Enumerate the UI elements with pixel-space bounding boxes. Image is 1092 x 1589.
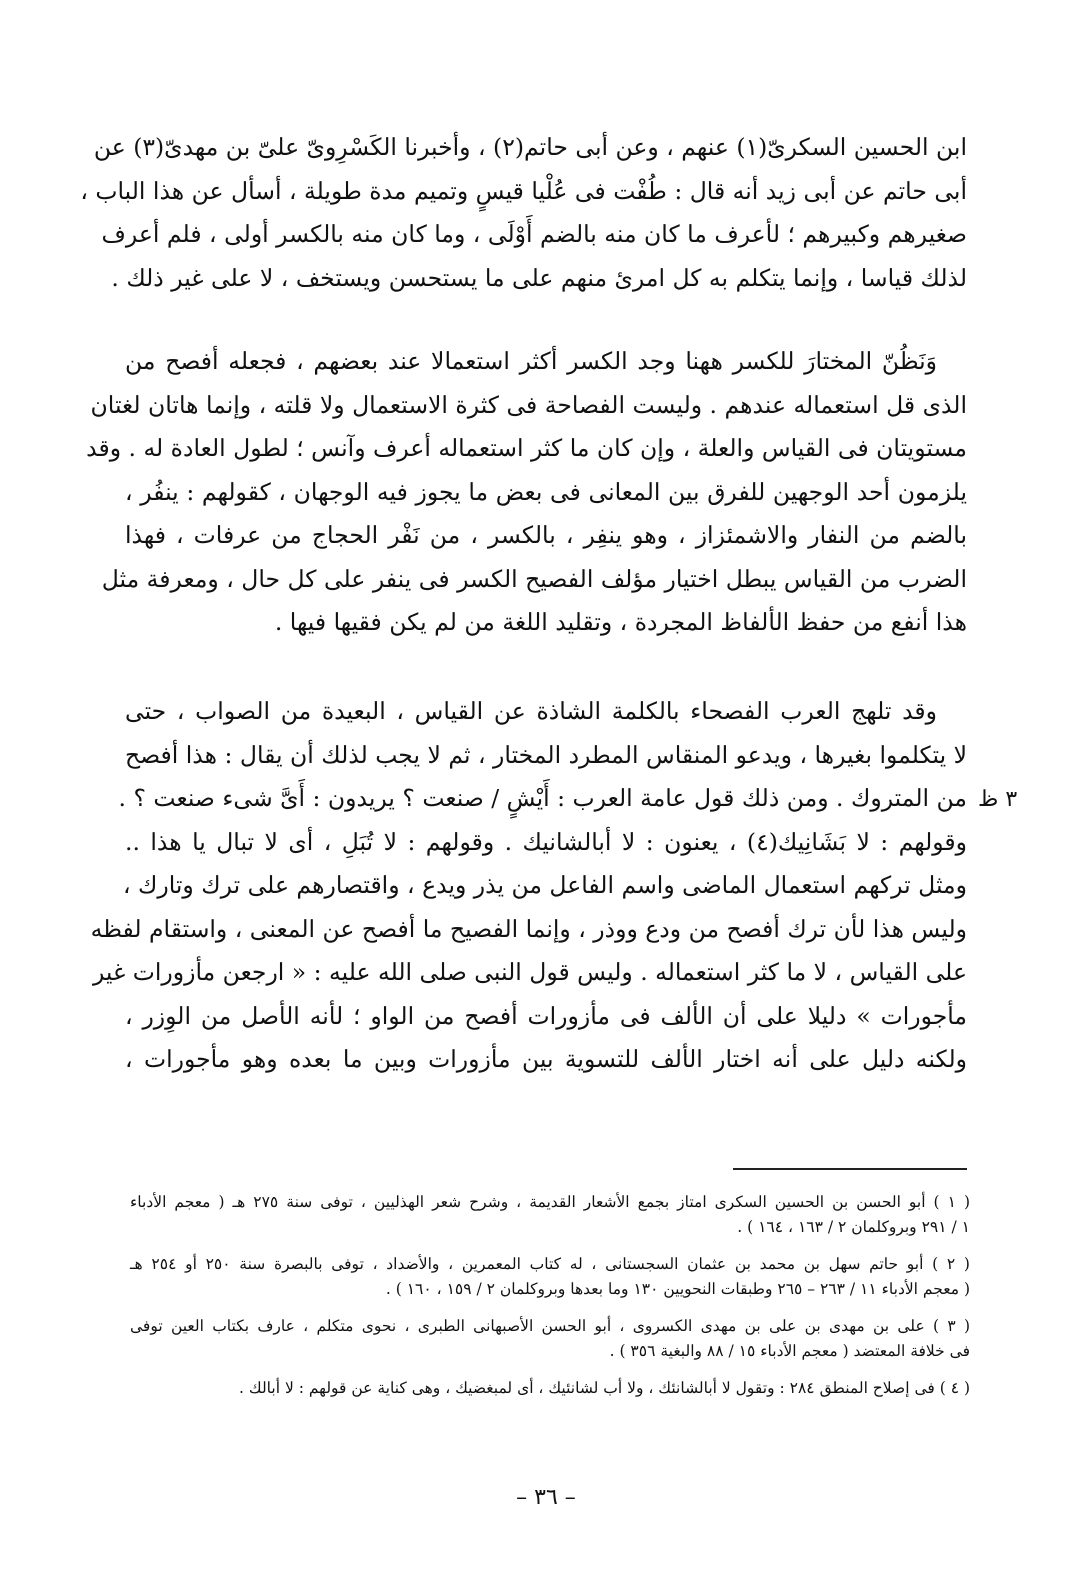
footnote-line: ( ١ ) أبو الحسن بن الحسين السكرى امتاز بجمع الأشعار القديمة ، وشرح شعر الهذليين ، توفى سنة ٢٧٥ هـ ( معجم الأدباء	[130, 1193, 970, 1211]
footnote-2	[130, 1252, 970, 1302]
text-line: وَنَظُنّ المختارَ للكسر ههنا وجد الكسر أكثر استعمالا عند بعضهم ، فجعله أفصح من	[125, 347, 937, 375]
footnote-line: فى خلافة المعتضد ( معجم الأدباء ١٥ / ٨٨ والبغية ٣٥٦ ) .	[609, 1342, 970, 1360]
text-line: مأجورات » دليلا على أن الألف فى مأزورات أفصح من الواو ؛ لأنه الأصل من الوِزر ،	[125, 1001, 967, 1030]
footnote-line: ( ٣ ) على بن مهدى بن على بن مهدى الكسروى ، أبو الحسن الأصبهانى الطبرى ، نحوى متكلم ، عارف بكتاب العين توفى	[130, 1317, 970, 1335]
text-line: صغيرهم وكبيرهم ؛ لأعرف ما كان منه بالضم أَوْلَى ، وما كان منه بالكسر أولى ، فلم أعرف	[101, 220, 967, 248]
footnote-line: ( معجم الأدباء ١١ / ٢٦٣ – ٢٦٥ وطبقات النحويين ١٣٠ وما بعدها وبروكلمان ٢ / ١٥٩ ، ١٦٠ ) .	[385, 1280, 970, 1298]
text-line: الذى قل استعماله عندهم . وليست الفصاحة فى كثرة الاستعمال ولا قلته ، وإنما هاتان لغتان	[90, 390, 967, 419]
footnote-line: ( ٢ ) أبو حاتم سهل بن محمد بن عثمان السجستانى ، له كتاب المعمرين ، والأضداد ، توفى بالبصرة سنة ٢٥٠ أو ٢٥٤ هـ	[130, 1255, 970, 1273]
text-line: من المتروك . ومن ذلك قول عامة العرب : أَيْشٍ / صنعت ؟ يريدون : أَىَّ شىء صنعت ؟ .	[118, 784, 967, 812]
paragraph-3	[90, 690, 967, 1082]
text-line: وقولهم : لا بَشَانِيك(٤) ، يعنون : لا أبالشانيك . وقولهم : لا تُبَلِ ، أى لا تبال يا هذا ..	[125, 827, 967, 856]
text-line: بالضم من النفار والاشمئزاز ، وهو ينفِر ، بالكسر ، من نَفْر الحجاج من عرفات ، فهذا	[125, 521, 967, 549]
footnote-line: ١ / ٢٩١ وبروكلمان ٢ / ١٦٣ ، ١٦٤ ) .	[737, 1218, 970, 1236]
paragraph-1	[80, 126, 967, 300]
text-line: لا يتكلموا بغيرها ، ويدعو المنقاس المطرد المختار ، ثم لا يجب لذلك أن يقال : هذا أفصح	[125, 740, 967, 769]
footnote-divider	[733, 1168, 967, 1170]
text-line: مستويتان فى القياس والعلة ، وإن كان ما كثر استعماله أعرف وآنس ؛ لطول العادة له . وقد	[86, 434, 967, 462]
footnote-line: ( ٤ ) فى إصلاح المنطق ٢٨٤ : وتقول لا أبالشانئك ، ولا أب لشانئيك ، أى لمبغضيك ، وهى كناية عن قولهم : لا أبالك .	[239, 1379, 970, 1397]
text-line: يلزمون أحد الوجهين للفرق بين المعانى فى بعض ما يجوز فيه الوجهان ، كقولهم : ينفُر ،	[125, 477, 967, 506]
page-number: – ٣٦ –	[516, 1485, 576, 1510]
text-line: وليس هذا لأن ترك أفصح من ودع ووذر ، وإنما الفصيح ما أفصح عن المعنى ، واستقام لفظه	[90, 914, 967, 943]
text-line: لذلك قياسا ، وإنما يتكلم به كل امرئ منهم على ما يستحسن ويستخف ، لا على غير ذلك .	[111, 263, 967, 292]
footnote-3	[130, 1314, 970, 1364]
footnote-4	[130, 1376, 970, 1401]
text-line: الضرب من القياس يبطل اختيار مؤلف الفصيح الكسر فى ينفر على كل حال ، ومعرفة مثل	[101, 564, 967, 593]
text-line: وقد تلهج العرب الفصحاء بالكلمة الشاذة عن القياس ، البعيدة من الصواب ، حتى	[125, 697, 937, 725]
text-line: هذا أنفع من حفظ الألفاظ المجردة ، وتقليد اللغة من لم يكن فقيها فيها .	[274, 608, 967, 636]
text-line: ومثل تركهم استعمال الماضى واسم الفاعل من يذر ويدع ، واقتصارهم على ترك وتارك ،	[122, 871, 967, 899]
text-line: ابن الحسين السكرىّ(١) عنهم ، وعن أبى حاتم(٢) ، وأخبرنا الكَسْرِوىّ علىّ بن مهدىّ(٣) عن	[93, 133, 967, 161]
footnotes	[130, 1190, 970, 1413]
footnote-1	[130, 1190, 970, 1240]
paragraph-2	[86, 340, 967, 645]
text-line: على القياس ، لا ما كثر استعماله . وليس قول النبى صلى الله عليه : « ارجعن مأزورات غير	[92, 958, 967, 986]
manuscript-folio-marker: ٣ ظ	[978, 787, 1018, 812]
text-line: ولكنه دليل على أنه اختار الألف للتسوية بين مأزورات وبين ما بعده وهو مأجورات ،	[125, 1045, 967, 1073]
text-line: أبى حاتم عن أبى زيد أنه قال : طُفْت فى عُلْيا قيسٍ وتميم مدة طويلة ، أسأل عن هذا الباب ،	[80, 176, 967, 205]
